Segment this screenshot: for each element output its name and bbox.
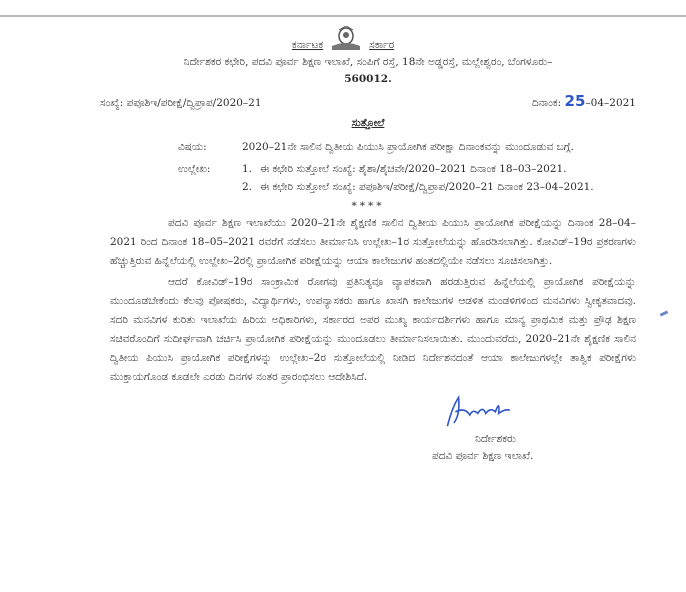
reference-indent xyxy=(178,178,242,196)
subject-text: 2020–21ನೇ ಸಾಲಿನ ದ್ವಿತೀಯ ಪಿಯುಸಿ ಪ್ರಾಯೋಗಿಕ ಪರೀಕ್ಷಾ ದಿನಾಂಕವನ್ನು ಮುಂದೂಡುವ ಬಗ್ಗೆ. xyxy=(242,141,574,153)
body-paragraph-2: ಆದರೆ ಕೋವಿಡ್–19ರ ಸಾಂಕ್ರಾಮಿಕ ರೋಗವು ಪ್ರತಿನಿತ್ಯವೂ ವ್ಯಾಪಕವಾಗಿ ಹರಡುತ್ತಿರುವ ಹಿನ್ನೆಲೆಯಲ್ಲಿ ಪ್ರಾಯೋಗಿಕ ಪರೀಕ್ಷೆಯನ್ನು ಮುಂದೂಡಬೇಕೆಂದು ಕೆಲವು ಪೋಷಕರು, ವಿದ್ಯಾರ್ಥಿಗಳು, ಉಪನ್ಯಾಸಕರು ಹಾಗೂ ಖಾಸಗಿ ಕಾಲೇಜುಗಳ ಆಡಳಿತ ಮಂಡಳಿಗಳಿಂದ ಮನವಿಗಳು ಸ್ವೀಕೃತವಾದವು. ಸದರಿ ಮನವಿಗಳ ಕುರಿತು ಇಲಾಖೆಯ ಹಿರಿಯ ಅಧಿಕಾರಿಗಳು, ಸರ್ಕಾರದ ಅಪರ ಮುಖ್ಯ ಕಾರ್ಯದರ್ಶಿಗಳು ಹಾಗೂ ಮಾನ್ಯ ಪ್ರಾಥಮಿಕ ಮತ್ತು ಪ್ರೌಢ ಶಿಕ್ಷಣ ಸಚಿವರೊಂದಿಗೆ ಸುದೀರ್ಘವಾಗಿ ಚರ್ಚಿಸಿ ಪ್ರಾಯೋಗಿಕ ಪರೀಕ್ಷೆಯನ್ನು ಮುಂದೂಡಲು ತೀರ್ಮಾನಿಸಲಾಯಿತು. ಮುಂದುವರೆದು, 2020–21ನೇ ಶೈಕ್ಷಣಿಕ ಸಾಲಿನ ದ್ವಿತೀಯ ಪಿಯುಸಿ ಪ್ರಾಯೋಗಿಕ ಪರೀಕ್ಷೆಗಳನ್ನು ಉಲ್ಲೇಖ–2ರ ಸುತ್ತೋಲೆಯಲ್ಲಿ ನೀಡಿದ ನಿರ್ದೇಶನದಂತೆ ಆಯಾ ಕಾಲೇಜುಗಳಲ್ಲೇ ತಾತ್ವಿಕ ಪರೀಕ್ಷೆಗಳು ಮುಕ್ತಾಯಗೊಂಡ ಕೂಡಲೇ ಎರಡು ದಿನಗಳ ನಂತರ ಪ್ರಾರಂಭಿಸಲು ಆದೇಶಿಸಿದೆ. xyxy=(110,276,636,383)
letter-date xyxy=(532,92,636,112)
reference-date-row xyxy=(100,92,636,112)
office-address xyxy=(100,54,636,88)
signatory-department: ಪದವಿ ಪೂರ್ವ ಶಿಕ್ಷಣ ಇಲಾಖೆ. xyxy=(432,450,534,462)
reference-number-1: 1. xyxy=(242,163,253,175)
state-name-right: ಸರ್ಕಾರ xyxy=(369,39,395,51)
state-name-left: ಕರ್ನಾಟಕ xyxy=(291,39,324,51)
reference-item xyxy=(178,178,636,196)
reference-number: ಸಂಖ್ಯೆ: ಪಪೂಶಿಇ/ಪರೀಕ್ಷೆ/ದ್ವಿಪ್ರಾಪ/2020–21 xyxy=(100,97,262,109)
date-day-handwritten: 25 xyxy=(564,92,586,110)
body-paragraph-1: ಪದವಿ ಪೂರ್ವ ಶಿಕ್ಷಣ ಇಲಾಖೆಯು 2020–21ನೇ ಶೈಕ್ಷಣಿಕ ಸಾಲಿನ ದ್ವಿತೀಯ ಪಿಯುಸಿ ಪ್ರಾಯೋಗಿಕ ಪರೀಕ್ಷೆಯನ್ನು ದಿನಾಂಕ 28–04–2021 ರಿಂದ ದಿನಾಂಕ 18–05–2021 ರವರೆಗೆ ನಡೆಸಲು ತೀರ್ಮಾನಿಸಿ ಉಲ್ಲೇಖ–1ರ ಸುತ್ತೋಲೆಯನ್ನು ಹೊರಡಿಸಲಾಗಿತ್ತು. ಕೋವಿಡ್–19ರ ಪ್ರಕರಣಗಳು ಹೆಚ್ಚುತ್ತಿರುವ ಹಿನ್ನೆಲೆಯಲ್ಲಿ ಉಲ್ಲೇಖ–2ರಲ್ಲಿ ಪ್ರಾಯೋಗಿಕ ಪರೀಕ್ಷೆಯನ್ನು ಆಯಾ ಕಾಲೇಜುಗಳ ಹಂತದಲ್ಲಿಯೇ ನಡೆಸಲು ಸೂಚಿಸಲಾಗಿತ್ತು. xyxy=(110,217,636,267)
letterhead-title xyxy=(50,26,636,52)
signatory-designation: ನಿರ್ದೇಶಕರು xyxy=(475,433,516,445)
reference-text-2: ಈ ಕಛೇರಿ ಸುತ್ತೋಲೆ ಸಂಖ್ಯೆ: ಪಪೂಶಿಇ/ಪರೀಕ್ಷೆ/ದ್ವಿಪ್ರಾಪ/2020–21 ದಿನಾಂಕ 23–04–2021. xyxy=(260,181,594,193)
reference-number-2: 2. xyxy=(242,181,253,193)
reference-text-1: ಈ ಕಛೇರಿ ಸುತ್ತೋಲೆ ಸಂಖ್ಯೆ: ಶೈಶಾ/ಶೈಚವೇ/2020–2021 ದಿನಾಂಕ 18–03–2021. xyxy=(260,163,567,175)
date-label: ದಿನಾಂಕ: xyxy=(531,97,562,109)
section-separator: **** xyxy=(351,200,385,212)
date-month-year: –04–2021 xyxy=(585,97,636,109)
subject-label: ವಿಷಯ: xyxy=(178,141,207,153)
references-label: ಉಲ್ಲೇಖ: xyxy=(178,163,211,175)
references-block xyxy=(178,160,636,196)
circular-heading: ಸುತ್ತೋಲೆ xyxy=(351,117,385,129)
state-emblem-icon xyxy=(329,26,363,52)
address-line: ನಿರ್ದೇಶಕರ ಕಛೇರಿ, ಪದವಿ ಪೂರ್ವ ಶಿಕ್ಷಣ ಇಲಾಖೆ, ಸಂಪಿಗೆ ರಸ್ತೆ, 18ನೇ ಅಡ್ಡರಸ್ತೆ, ಮಲ್ಲೇಶ್ವರಂ, ಬೆಂಗಳೂರು– xyxy=(183,56,553,68)
director-signature xyxy=(432,391,522,431)
subject-block xyxy=(178,138,636,156)
reference-item xyxy=(178,160,636,178)
signature-block xyxy=(432,391,636,465)
address-pincode: 560012. xyxy=(344,73,392,85)
